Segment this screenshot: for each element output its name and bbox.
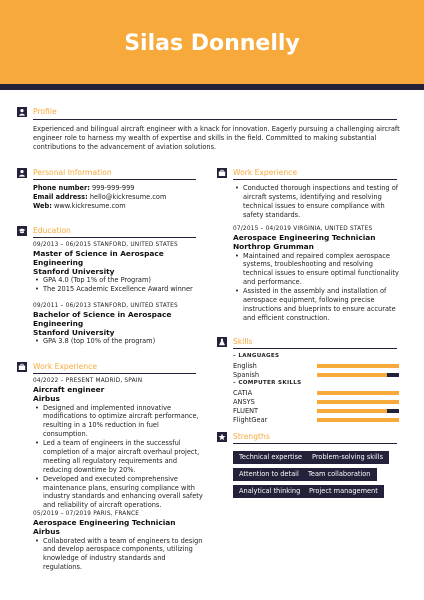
work-section-heading bbox=[217, 168, 297, 178]
skill-group-label: – COMPUTER SKILLS bbox=[233, 380, 302, 386]
work-role: Aerospace Engineering Technician bbox=[33, 517, 176, 527]
skill-name: FlightGear bbox=[233, 416, 268, 424]
strengths-title: Strengths bbox=[233, 432, 270, 441]
personal-section-heading bbox=[17, 168, 112, 178]
flask-icon bbox=[217, 337, 227, 347]
skill-row bbox=[233, 407, 403, 416]
education-bullets bbox=[33, 276, 203, 294]
work-company: Northrop Grumman bbox=[233, 241, 314, 251]
web-label: Web: bbox=[33, 201, 52, 210]
work-meta: 05/2019 – 07/2019 PARIS, FRANCE bbox=[33, 511, 140, 517]
skill-row bbox=[233, 416, 403, 425]
work-meta: 07/2015 – 04/2019 VIRGINIA, UNITED STATES bbox=[233, 226, 373, 232]
work-company: Airbus bbox=[33, 526, 60, 536]
education-item bbox=[33, 303, 203, 346]
strengths-section-heading bbox=[217, 432, 270, 442]
personal-rule bbox=[33, 179, 196, 180]
profile-text: Experienced and bilingual aircraft engineer with a knack for innovation. Eagerly pursuing a challenging aircraft engineer role to harness my wealth of expertise and skills in the field. Committed to making substantial contributions to the advancement of aviation solutions. bbox=[33, 125, 400, 151]
skill-level-bar bbox=[317, 400, 399, 404]
strength-tag: Analytical thinking bbox=[233, 485, 306, 498]
list-item: • Designed and implemented innovative modifications to optimize aircraft performance, resulting in a 10% reduction in fuel consumption. bbox=[33, 404, 203, 440]
list-item: • Developed and executed comprehensive maintenance plans, ensuring compliance with industry standards and enhancing overall safety and reliability of aircraft operations. bbox=[33, 475, 203, 511]
skills-section-heading bbox=[217, 337, 253, 347]
skill-level-bar bbox=[317, 391, 399, 395]
skill-row bbox=[233, 398, 403, 407]
education-title: Education bbox=[33, 226, 71, 235]
briefcase-icon bbox=[217, 168, 227, 178]
skill-name: English bbox=[233, 362, 257, 370]
education-school: Stanford University bbox=[33, 266, 115, 276]
skill-row bbox=[233, 362, 403, 371]
strengths-rule bbox=[233, 443, 397, 444]
briefcase-icon bbox=[17, 362, 27, 372]
skill-level-fill bbox=[317, 400, 399, 404]
skill-level-fill bbox=[317, 409, 387, 413]
work-title: Work Experience bbox=[33, 362, 97, 371]
list-item: • The 2015 Academic Excellence Award winner bbox=[33, 285, 203, 294]
skill-level-fill bbox=[317, 364, 399, 368]
list-item: • GPA 3.8 (top 10% of the program) bbox=[33, 337, 203, 346]
skill-level-bar bbox=[317, 364, 399, 368]
skill-name: Spanish bbox=[233, 371, 260, 379]
strength-tag: Problem-solving skills bbox=[306, 451, 389, 464]
list-item: • Led a team of engineers in the successful completion of a major aircraft overhaul project, meeting all regulatory requirements and reducing downtime by 20%. bbox=[33, 439, 203, 475]
profile-title: Profile bbox=[33, 107, 57, 116]
header-divider bbox=[0, 84, 424, 90]
list-item: • Maintained and repaired complex aerospace systems, troubleshooting and resolving technical issues to ensure optimal functionality and performance. bbox=[233, 252, 405, 288]
skill-name: CATIA bbox=[233, 389, 253, 397]
skill-level-fill bbox=[317, 418, 399, 422]
work-meta: 04/2022 – PRESENT MADRID, SPAIN bbox=[33, 378, 143, 384]
personal-title: Personal Information bbox=[33, 168, 112, 177]
education-meta: 09/2013 – 06/2015 STANFORD, UNITED STATES bbox=[33, 242, 178, 248]
skill-level-bar bbox=[317, 373, 399, 377]
email-label: Email address: bbox=[33, 192, 88, 201]
education-degree: Master of Science in Aerospace Engineering bbox=[33, 248, 164, 267]
list-item: • Conducted thorough inspections and testing of aircraft systems, identifying and resolving technical issues to ensure compliance with safety standards. bbox=[233, 184, 403, 220]
work-bullets bbox=[233, 252, 405, 323]
work-role: Aircraft engineer bbox=[33, 384, 105, 394]
education-degree: Bachelor of Science in Aerospace Engineering bbox=[33, 309, 172, 328]
skill-level-fill bbox=[317, 373, 387, 377]
skill-level-bar bbox=[317, 409, 399, 413]
skill-group-label: – LANGUAGES bbox=[233, 353, 280, 359]
skill-level-fill bbox=[317, 391, 399, 395]
education-bullets bbox=[33, 337, 203, 346]
work-item bbox=[33, 378, 203, 510]
skill-name: FLUENT bbox=[233, 407, 259, 415]
education-school: Stanford University bbox=[33, 327, 115, 337]
work-rule bbox=[33, 373, 196, 374]
work-rule bbox=[233, 179, 397, 180]
skill-row bbox=[233, 389, 403, 398]
work-item bbox=[233, 226, 405, 323]
star-icon bbox=[217, 432, 227, 442]
skills-list bbox=[233, 353, 403, 425]
work-role: Aerospace Engineering Technician bbox=[233, 232, 376, 242]
strength-tag: Team collaboration bbox=[302, 468, 377, 481]
skill-row bbox=[233, 371, 403, 380]
education-rule bbox=[33, 237, 196, 238]
profile-rule bbox=[33, 119, 397, 120]
skills-rule bbox=[233, 348, 397, 349]
phone-label: Phone number: bbox=[33, 184, 90, 192]
work-item bbox=[33, 511, 203, 572]
skill-level-bar bbox=[317, 418, 399, 422]
person-icon bbox=[17, 168, 27, 178]
skills-title: Skills bbox=[233, 337, 253, 346]
strength-tag: Project management bbox=[303, 485, 384, 498]
web-value[interactable]: www.kickresume.com bbox=[53, 201, 126, 210]
work-continued bbox=[233, 184, 403, 220]
list-item: • Assisted in the assembly and installation of aerospace equipment, following precise instructions and blueprints to ensure accurate and efficient construction. bbox=[233, 287, 405, 323]
strength-tag: Technical expertise bbox=[233, 451, 308, 464]
header-banner bbox=[0, 0, 424, 84]
education-item bbox=[33, 242, 203, 294]
list-item: • Collaborated with a team of engineers to design and develop aerospace components, utilizing knowledge of industry standards and regulations. bbox=[33, 537, 203, 573]
profile-section-heading bbox=[17, 107, 57, 117]
candidate-name: Silas Donnelly bbox=[124, 31, 300, 56]
work-company: Airbus bbox=[33, 393, 60, 403]
education-meta: 09/2011 – 06/2013 STANFORD, UNITED STATES bbox=[33, 303, 178, 309]
list-item: • GPA 4.0 (Top 1% of the Program) bbox=[33, 276, 203, 285]
phone-value: 999-999-999 bbox=[91, 184, 135, 192]
personal-details bbox=[33, 184, 198, 211]
strength-tag: Attention to detail bbox=[233, 468, 305, 481]
work-bullets bbox=[33, 404, 203, 511]
graduation-cap-icon bbox=[17, 226, 27, 236]
work-title: Work Experience bbox=[233, 168, 297, 177]
skill-name: ANSYS bbox=[233, 398, 255, 406]
email-value[interactable]: hello@kickresume.com bbox=[89, 192, 167, 201]
education-section-heading bbox=[17, 226, 71, 236]
work-section-heading bbox=[17, 362, 97, 372]
work-bullets bbox=[33, 537, 203, 573]
work-bullets bbox=[233, 184, 403, 220]
person-icon bbox=[17, 107, 27, 117]
